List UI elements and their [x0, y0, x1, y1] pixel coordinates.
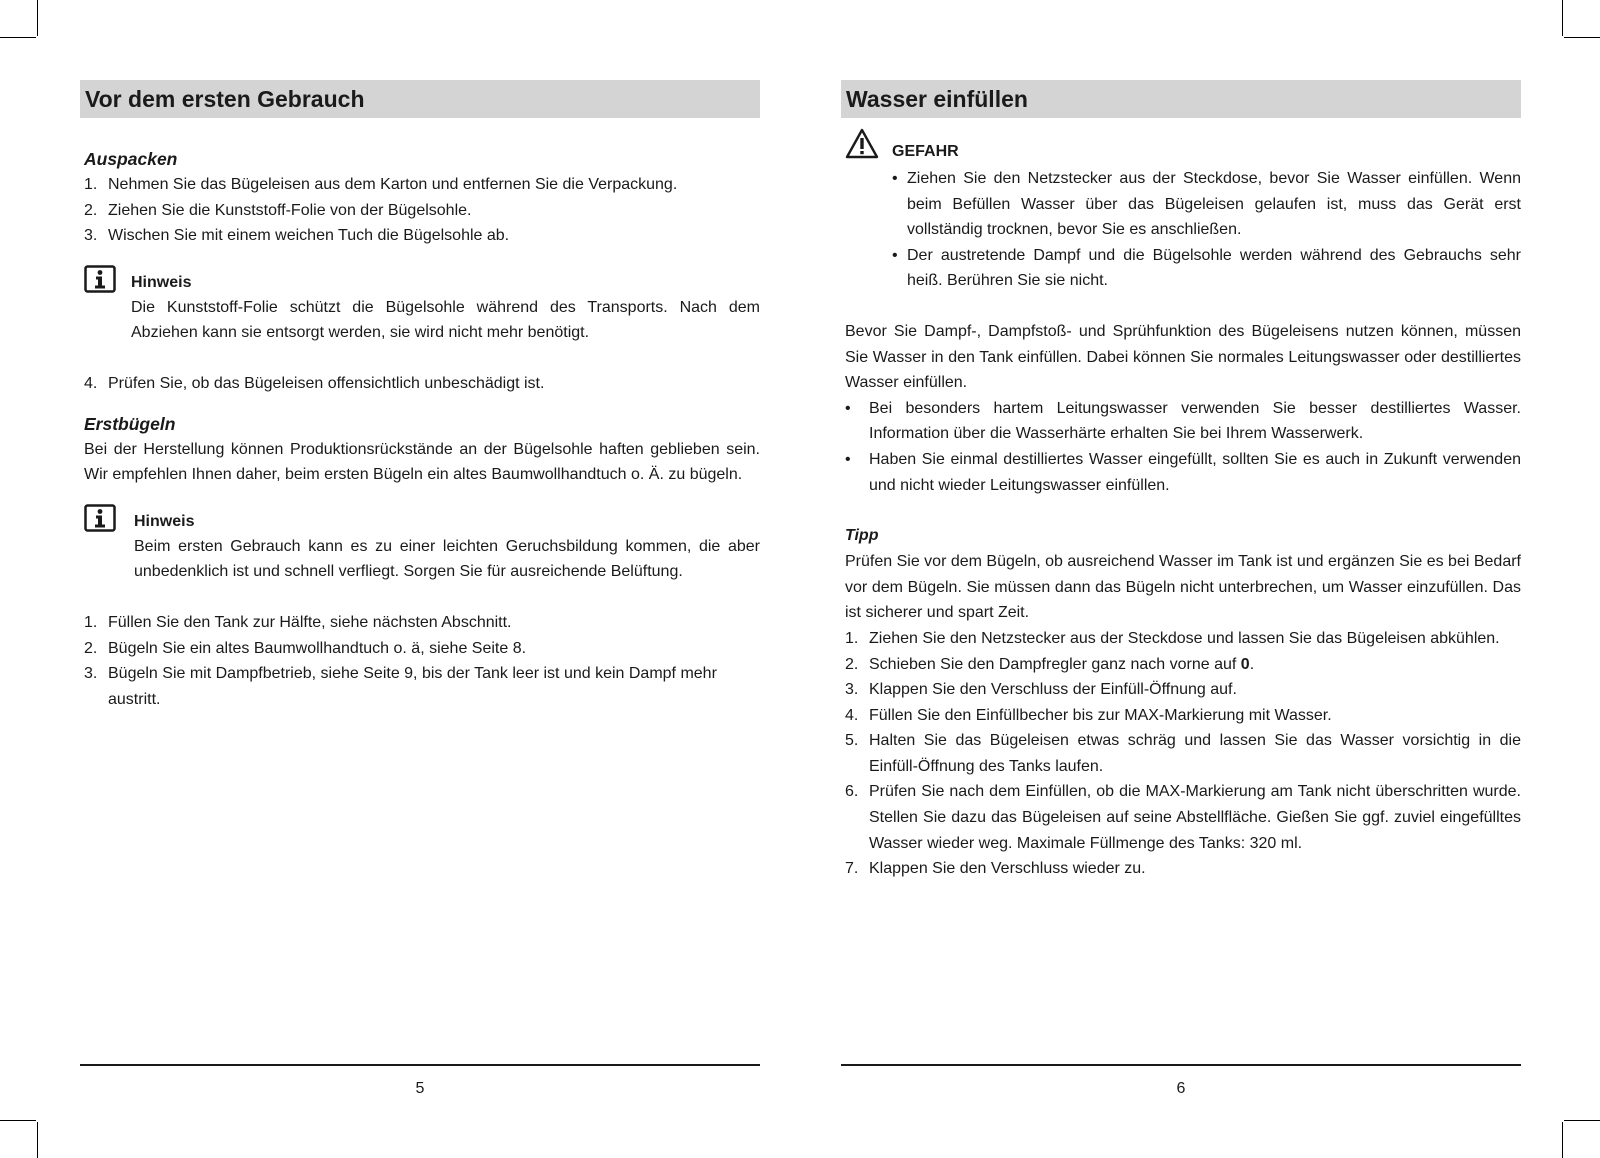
- step-text: Ziehen Sie den Netzstecker aus der Steckdose und lassen Sie das Bügeleisen abkühlen.: [869, 629, 1500, 647]
- page-number: 6: [1176, 1080, 1186, 1097]
- step-number: 3.: [845, 681, 859, 699]
- step-text: Schieben Sie den Dampfregler ganz nach vorne auf: [869, 655, 1237, 673]
- step-number: 2.: [845, 655, 859, 673]
- list-item: [845, 677, 1521, 703]
- right-page: [841, 0, 1521, 1158]
- list-item: [845, 243, 1521, 294]
- bullet-text: Haben Sie einmal destilliertes Wasser eingefüllt, sollten Sie es auch in Zukunft verwenden und nicht wieder Leitungswasser einfüllen.: [869, 450, 1521, 494]
- warning-title: GEFAHR: [892, 143, 959, 160]
- gefahr-warning: [845, 138, 1521, 294]
- section-title-tipp: Tipp: [845, 527, 879, 545]
- step-number: 3.: [84, 227, 98, 245]
- step-text: Halten Sie das Bügeleisen etwas schräg und lassen Sie das Wasser vorsichtig in die Einfüll-Öffnung des Tanks laufen.: [869, 732, 1521, 775]
- list-item: [845, 856, 1521, 882]
- step-text: Klappen Sie den Verschluss der Einfüll-Öffnung auf.: [869, 681, 1237, 699]
- step-text: Prüfen Sie, ob das Bügeleisen offensichtlich unbeschädigt ist.: [108, 374, 545, 392]
- step-text: Füllen Sie den Tank zur Hälfte, siehe nächsten Abschnitt.: [108, 613, 512, 631]
- bullet-icon: •: [892, 170, 898, 187]
- step-number: 2.: [84, 201, 98, 219]
- footer-rule: [841, 1064, 1521, 1066]
- warning-triangle-icon: [845, 128, 879, 160]
- list-item: [845, 652, 1521, 678]
- list-item: [845, 166, 1521, 243]
- note-text: Beim ersten Gebrauch kann es zu einer leichten Geruchsbildung kommen, die aber unbedenklich ist und schnell verfliegt. Sorgen Sie für ausreichende Belüftung.: [134, 537, 760, 581]
- list-item: [84, 636, 760, 662]
- note-title: Hinweis: [134, 512, 195, 530]
- crop-mark: [0, 37, 36, 38]
- crop-mark: [1564, 1120, 1600, 1121]
- fill-steps: [845, 626, 1521, 882]
- step-text: Prüfen Sie nach dem Einfüllen, ob die MAX-Markierung am Tank nicht überschritten wurde. Stellen Sie dazu das Bügeleisen auf seine Abstellfläche. Gießen Sie ggf. zuviel eingefülltes Wasser wieder weg. Maximale Füllmenge des Tanks: 320 ml.: [869, 783, 1521, 852]
- bullet-text: Ziehen Sie den Netzstecker aus der Steckdose, bevor Sie Wasser einfüllen. Wenn beim Befüllen Wasser über das Bügeleisen gelaufen ist, muss das Gerät erst vollständig trocknen, bevor Sie es anschließen.: [907, 170, 1521, 239]
- bullet-icon: •: [845, 450, 851, 468]
- section-title-erstbuegeln: Erstbügeln: [84, 413, 176, 434]
- list-item: [84, 172, 760, 198]
- step-number: 4.: [84, 374, 98, 392]
- hinweis-note-2: [84, 510, 760, 585]
- warning-bullets: [845, 166, 1521, 294]
- left-page: [80, 0, 760, 1158]
- crop-mark: [37, 0, 38, 36]
- note-text: Die Kunststoff-Folie schützt die Bügelsohle während des Transports. Nach dem Abziehen kann sie entsorgt werden, sie wird nicht mehr benötigt.: [131, 298, 760, 342]
- step-number: 1.: [84, 613, 98, 631]
- step-number: 6.: [845, 783, 859, 801]
- footer-rule: [80, 1064, 760, 1066]
- step-text: Füllen Sie den Einfüllbecher bis zur MAX-Markierung mit Wasser.: [869, 706, 1332, 724]
- intro-text: Bevor Sie Dampf-, Dampfstoß- und Sprühfunktion des Bügeleisens nutzen können, müssen Sie Wasser in den Tank einfüllen. Dabei können Sie normales Leitungswasser oder destilliertes Wasser einfüllen.: [845, 322, 1521, 392]
- crop-mark: [0, 1120, 36, 1121]
- list-item: [845, 396, 1521, 447]
- erstbuegeln-steps: [84, 610, 760, 712]
- list-item: [84, 223, 760, 249]
- tipp-text: Prüfen Sie vor dem Bügeln, ob ausreichend Wasser im Tank ist und ergänzen Sie es bei Bedarf vor dem Bügeln. Sie müssen dann das Bügeln nicht unterbrechen, um Wasser einzufüllen. Das ist sicherer und spart Zeit.: [845, 553, 1521, 622]
- auspacken-steps: [84, 172, 760, 249]
- step-text: Nehmen Sie das Bügeleisen aus dem Karton und entfernen Sie die Verpackung.: [108, 176, 678, 193]
- step-number: 5.: [845, 732, 859, 750]
- bullet-text: Der austretende Dampf und die Bügelsohle werden während des Gebrauchs sehr heiß. Berühren Sie sie nicht.: [907, 246, 1521, 290]
- list-item: [845, 703, 1521, 729]
- crop-mark: [1562, 0, 1563, 36]
- crop-mark: [1562, 1122, 1563, 1158]
- info-icon: [84, 504, 116, 532]
- bullet-text: Bei besonders hartem Leitungswasser verwenden Sie besser destilliertes Wasser. Information über die Wasserhärte erhalten Sie bei Ihrem Wasserwerk.: [869, 399, 1521, 443]
- page-number: 5: [415, 1080, 425, 1097]
- list-item: [84, 198, 760, 224]
- step-number: 3.: [84, 665, 98, 683]
- step-text-after: .: [1249, 655, 1255, 673]
- list-item: [845, 779, 1521, 856]
- step-number: 7.: [845, 860, 859, 878]
- hinweis-note-1: [84, 271, 760, 346]
- crop-mark: [37, 1122, 38, 1158]
- note-title: Hinweis: [131, 273, 192, 291]
- left-content: [84, 146, 760, 712]
- page-title: Wasser einfüllen: [841, 80, 1521, 118]
- list-item: [84, 661, 760, 712]
- step-text: Bügeln Sie ein altes Baumwollhandtuch o. ä, siehe Seite 8.: [108, 639, 527, 657]
- step-number: 4.: [845, 706, 859, 724]
- bullet-icon: •: [892, 246, 898, 264]
- crop-mark: [1564, 37, 1600, 38]
- bullet-icon: •: [845, 399, 851, 417]
- step-number: 1.: [845, 629, 859, 647]
- list-item: [84, 371, 760, 397]
- list-item: [84, 610, 760, 636]
- step-number: 1.: [84, 176, 98, 193]
- right-content: [845, 143, 1521, 882]
- step-text: Bügeln Sie mit Dampfbetrieb, siehe Seite 9, bis der Tank leer ist und kein Dampf mehr austritt.: [108, 665, 717, 708]
- step-text: Wischen Sie mit einem weichen Tuch die Bügelsohle ab.: [108, 227, 510, 245]
- step-number: 2.: [84, 639, 98, 657]
- water-bullets: [845, 396, 1521, 498]
- list-item: [845, 447, 1521, 498]
- page-title: Vor dem ersten Gebrauch: [80, 80, 760, 118]
- section-title-auspacken: Auspacken: [84, 149, 178, 169]
- erstbuegeln-text: Bei der Herstellung können Produktionsrückstände an der Bügelsohle haften geblieben sein. Wir empfehlen Ihnen daher, beim ersten Bügeln ein altes Baumwollhandtuch o. Ä. zu bügeln.: [84, 440, 760, 484]
- auspacken-step-4: [84, 371, 760, 397]
- info-icon: [84, 265, 116, 293]
- list-item: [845, 626, 1521, 652]
- step-text: Klappen Sie den Verschluss wieder zu.: [869, 860, 1146, 878]
- step-bold-value: 0: [1240, 655, 1250, 673]
- list-item: [845, 728, 1521, 779]
- step-text: Ziehen Sie die Kunststoff-Folie von der Bügelsohle.: [108, 201, 472, 219]
